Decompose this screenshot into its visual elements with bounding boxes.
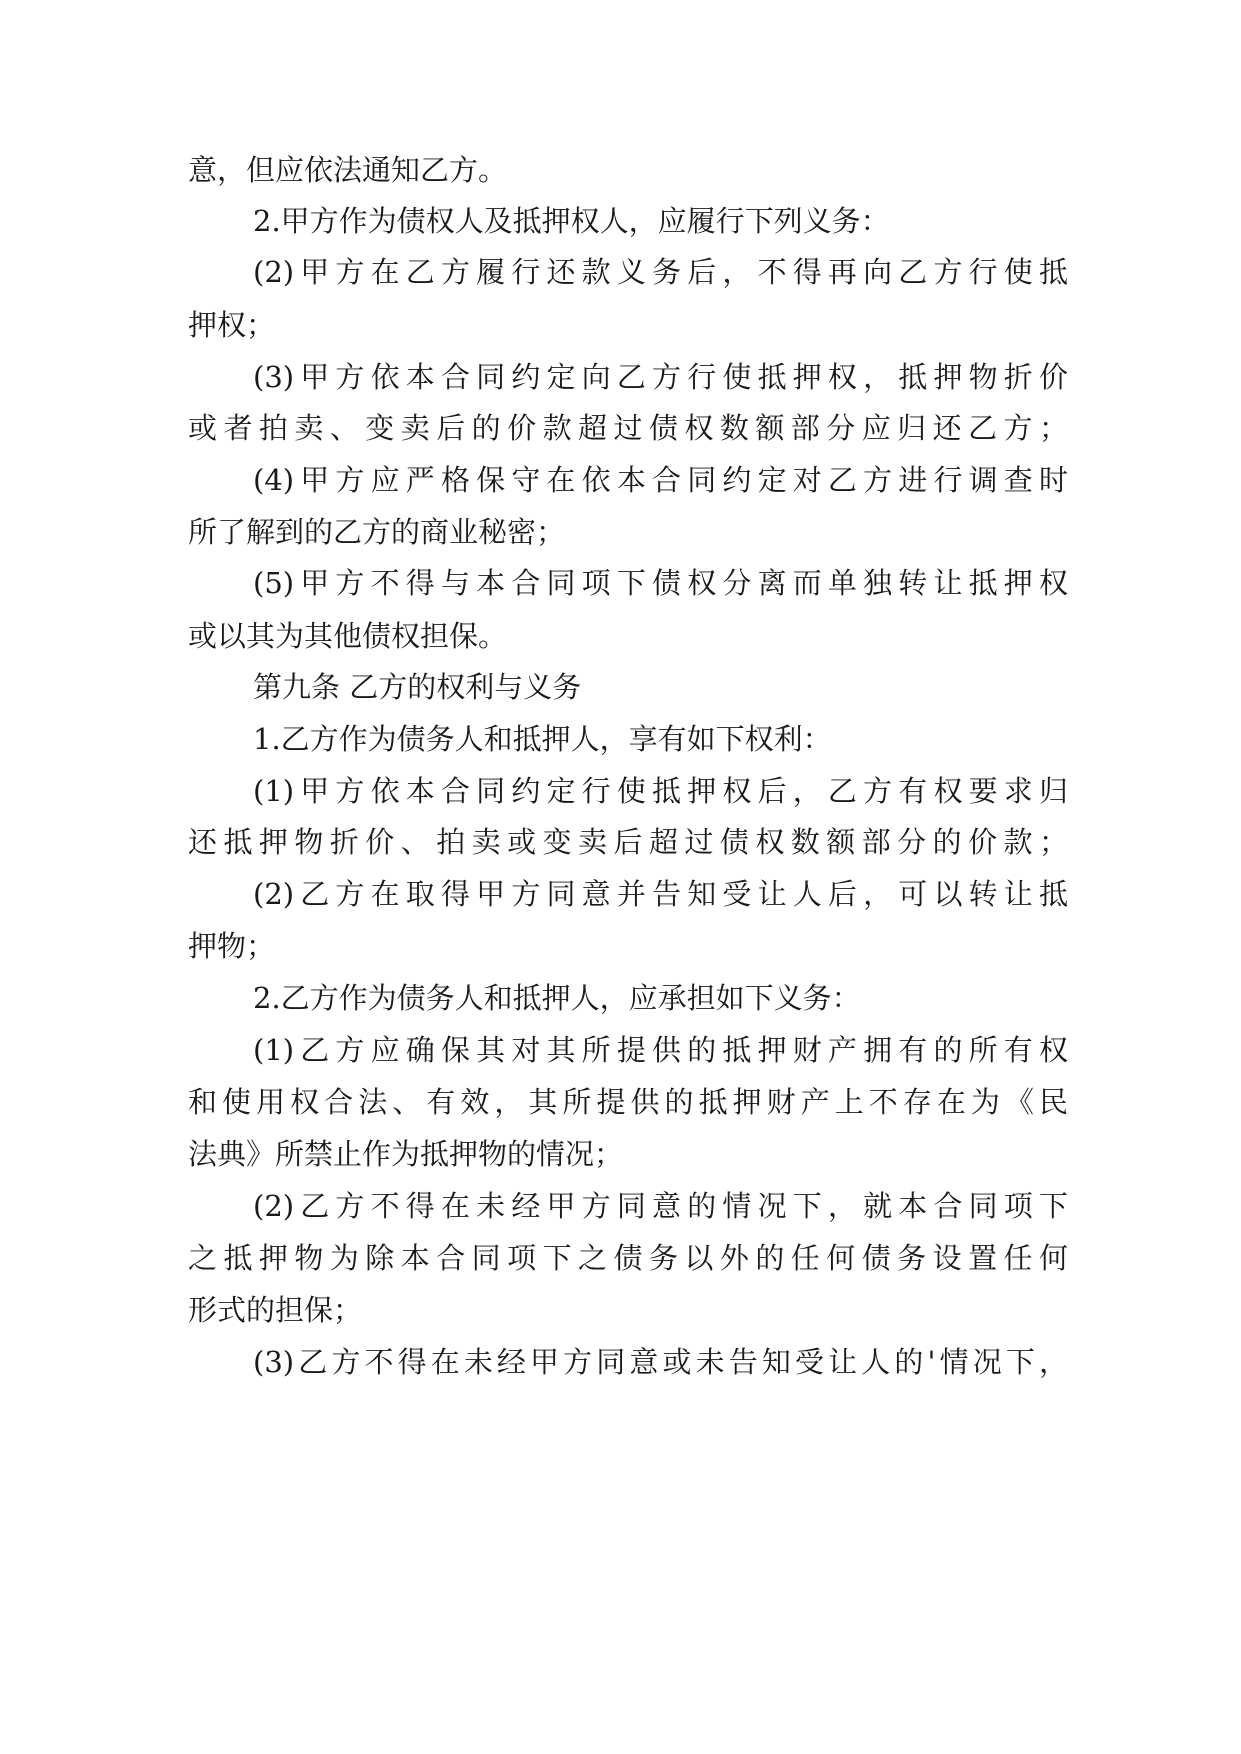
text-line: (4)甲方应严格保守在依本合同约定对乙方进行调查时: [253, 463, 1068, 497]
text-line: 或者拍卖、变卖后的价款超过债权数额部分应归还乙方；: [188, 411, 1068, 445]
text-line: 和使用权合法、有效，其所提供的抵押财产上不存在为《民: [188, 1085, 1068, 1119]
text-line: 形式的担保；: [188, 1293, 363, 1327]
text-line: (5)甲方不得与本合同项下债权分离而单独转让抵押权: [253, 566, 1068, 600]
text-line: 或以其为其他债权担保。: [188, 619, 508, 653]
text-line: (2)甲方在乙方履行还款义务后，不得再向乙方行使抵: [253, 255, 1068, 289]
section-heading: 第九条 乙方的权利与义务: [253, 670, 582, 704]
text-line: 之抵押物为除本合同项下之债务以外的任何债务设置任何: [188, 1241, 1068, 1275]
text-line: (1)乙方应确保其对其所提供的抵押财产拥有的所有权: [253, 1033, 1068, 1067]
text-line: 意，但应依法通知乙方。: [188, 153, 508, 187]
text-line: 法典》所禁止作为抵押物的情况；: [188, 1137, 624, 1171]
text-line: 2.甲方作为债权人及抵押权人，应履行下列义务：: [253, 204, 890, 238]
text-line: (3)甲方依本合同约定向乙方行使抵押权，抵押物折价: [253, 360, 1068, 394]
text-line: 押权；: [188, 308, 276, 342]
text-line: 2.乙方作为债务人和抵押人，应承担如下义务：: [253, 981, 861, 1015]
text-line: 押物；: [188, 929, 276, 963]
text-line: 还抵押物折价、拍卖或变卖后超过债权数额部分的价款；: [188, 825, 1068, 859]
text-line: 1.乙方作为债务人和抵押人，享有如下权利：: [253, 722, 832, 756]
text-line: (2)乙方不得在未经甲方同意的情况下，就本合同项下: [253, 1189, 1068, 1223]
text-line: (3)乙方不得在未经甲方同意或未告知受让人的'情况下，: [253, 1345, 1068, 1379]
text-line: (2)乙方在取得甲方同意并告知受让人后，可以转让抵: [253, 877, 1068, 911]
text-line: (1)甲方依本合同约定行使抵押权后，乙方有权要求归: [253, 774, 1068, 808]
text-line: 所了解到的乙方的商业秘密；: [188, 515, 566, 549]
